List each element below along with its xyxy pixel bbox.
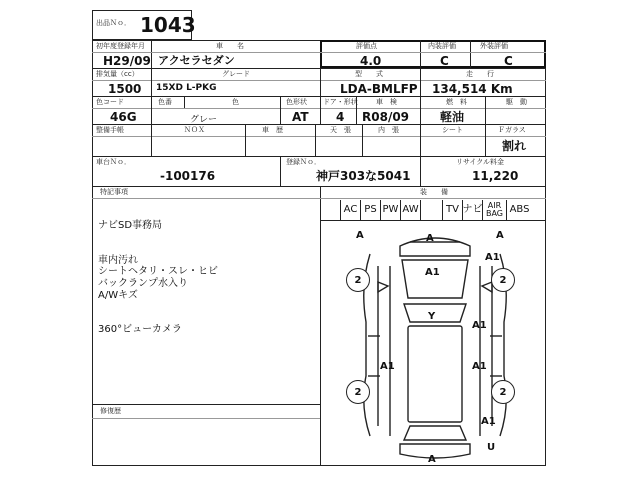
car-name-value: アクセラセダン xyxy=(158,54,235,67)
equipment-item: PW xyxy=(380,200,400,220)
mileage-value: 134,514 Km xyxy=(432,82,513,96)
listing-number: 1043 xyxy=(140,13,196,37)
note-line: 360°ビューカメラ xyxy=(98,324,182,336)
plate-value: 神戸303な5041 xyxy=(316,169,411,183)
color-label: 色 xyxy=(232,98,239,106)
mission-value: AT xyxy=(292,110,309,124)
tire-front-left: 2 xyxy=(346,268,370,292)
chassis-label: 車台Ｎｏ． xyxy=(96,158,131,166)
seat-label: シート xyxy=(442,126,463,134)
chassis-value: -100176 xyxy=(160,169,216,183)
repair-label: 修復歴 xyxy=(100,407,121,415)
damage-front: A xyxy=(426,233,434,244)
equipment-item: TV xyxy=(442,200,462,220)
note-line xyxy=(98,301,218,313)
note-line xyxy=(98,313,218,325)
damage-right-door: A1 xyxy=(472,320,487,331)
model-label: 型 式 xyxy=(355,70,383,78)
equipment-item: AIR BAG xyxy=(482,200,506,220)
doors-value: 4 xyxy=(336,110,345,124)
inspection-label: 車 検 xyxy=(376,98,397,106)
recycle-label: リサイクル料金 xyxy=(456,158,505,166)
equipment-item: PS xyxy=(360,200,380,220)
color-no-label: 色番 xyxy=(158,98,172,106)
grade-label: グレード xyxy=(222,70,250,78)
tire-rear-left: 2 xyxy=(346,380,370,404)
note-line: ナビSD事務局 xyxy=(98,220,163,231)
tire-front-right: 2 xyxy=(491,268,515,292)
score-value: 4.0 xyxy=(360,54,382,68)
fuel-label: 燃 料 xyxy=(446,98,467,106)
exterior-score-value: C xyxy=(504,54,513,68)
note-line xyxy=(98,243,218,255)
color-value: グレー xyxy=(190,115,218,125)
score-label: 評価点 xyxy=(356,42,377,50)
nox-label: ＮＯＸ xyxy=(184,126,205,134)
listing-number-label: 出品Ｎｏ． xyxy=(96,19,131,27)
glass-value: 割れ xyxy=(502,139,527,153)
glass-label: Ｆガラス xyxy=(498,126,526,134)
car-diagram xyxy=(330,226,540,462)
history-label: 車 歴 xyxy=(262,126,283,134)
damage-rear-bumper-u: U xyxy=(487,442,496,453)
interior-trim-label: 内 張 xyxy=(378,126,399,134)
color-code-value: 46G xyxy=(110,110,137,124)
drive-label: 駆 動 xyxy=(506,98,527,106)
grade-value: 15XD L-PKG xyxy=(156,83,217,93)
sunroof-label: 天 張 xyxy=(330,126,351,134)
displacement-label: 排気量（cc） xyxy=(96,70,139,78)
plate-label: 登録Ｎｏ． xyxy=(286,158,321,166)
damage-left-door: A1 xyxy=(380,361,395,372)
doors-label: ドア・形状 xyxy=(323,98,358,106)
damage-center: Y xyxy=(428,311,436,322)
exterior-score-label: 外装評価 xyxy=(480,42,508,50)
damage-rear: A xyxy=(428,454,436,465)
note-line: シートヘタリ・スレ・ヒビ xyxy=(98,266,218,278)
equipment-item: ナビ xyxy=(462,200,482,220)
fuel-value: 軽油 xyxy=(440,110,465,124)
reg-date-value: H29/09 xyxy=(103,54,151,68)
equipment-item: ABS xyxy=(506,200,532,220)
notes-text xyxy=(98,220,218,336)
note-line: 車内汚れ xyxy=(98,254,138,266)
damage-hood: A1 xyxy=(425,267,440,278)
damage-right-fender: A1 xyxy=(485,252,500,263)
note-line: バックランプ水入り xyxy=(98,277,188,289)
model-value: LDA-BMLFP xyxy=(340,82,418,96)
equipment-item xyxy=(420,200,442,220)
damage-front-right: A xyxy=(496,230,504,241)
mileage-label: 走 行 xyxy=(466,70,494,78)
inspection-value: R08/09 xyxy=(362,110,410,124)
note-line: A/Wキズ xyxy=(98,289,138,301)
equipment-item: AW xyxy=(400,200,420,220)
color-code-label: 色コード xyxy=(96,98,124,106)
color-shape-label: 色形状 xyxy=(286,98,307,106)
equipment-item: AC xyxy=(340,200,360,220)
note-line xyxy=(98,232,218,244)
car-name-label: 車 名 xyxy=(216,42,244,50)
interior-score-label: 内装評価 xyxy=(428,42,456,50)
displacement-value: 1500 xyxy=(108,82,142,96)
equipment-label: 装 備 xyxy=(420,188,448,196)
damage-front-left: A xyxy=(356,230,364,241)
manual-label: 整備手帳 xyxy=(96,126,124,134)
notes-label: 特記事項 xyxy=(100,188,128,196)
interior-score-value: C xyxy=(440,54,449,68)
damage-right-quarter: A1 xyxy=(472,361,487,372)
recycle-value: 11,220 xyxy=(472,169,519,183)
damage-rear-right: A1 xyxy=(481,416,496,427)
tire-rear-right: 2 xyxy=(491,380,515,404)
reg-date-label: 初年度登録年月 xyxy=(96,42,145,50)
